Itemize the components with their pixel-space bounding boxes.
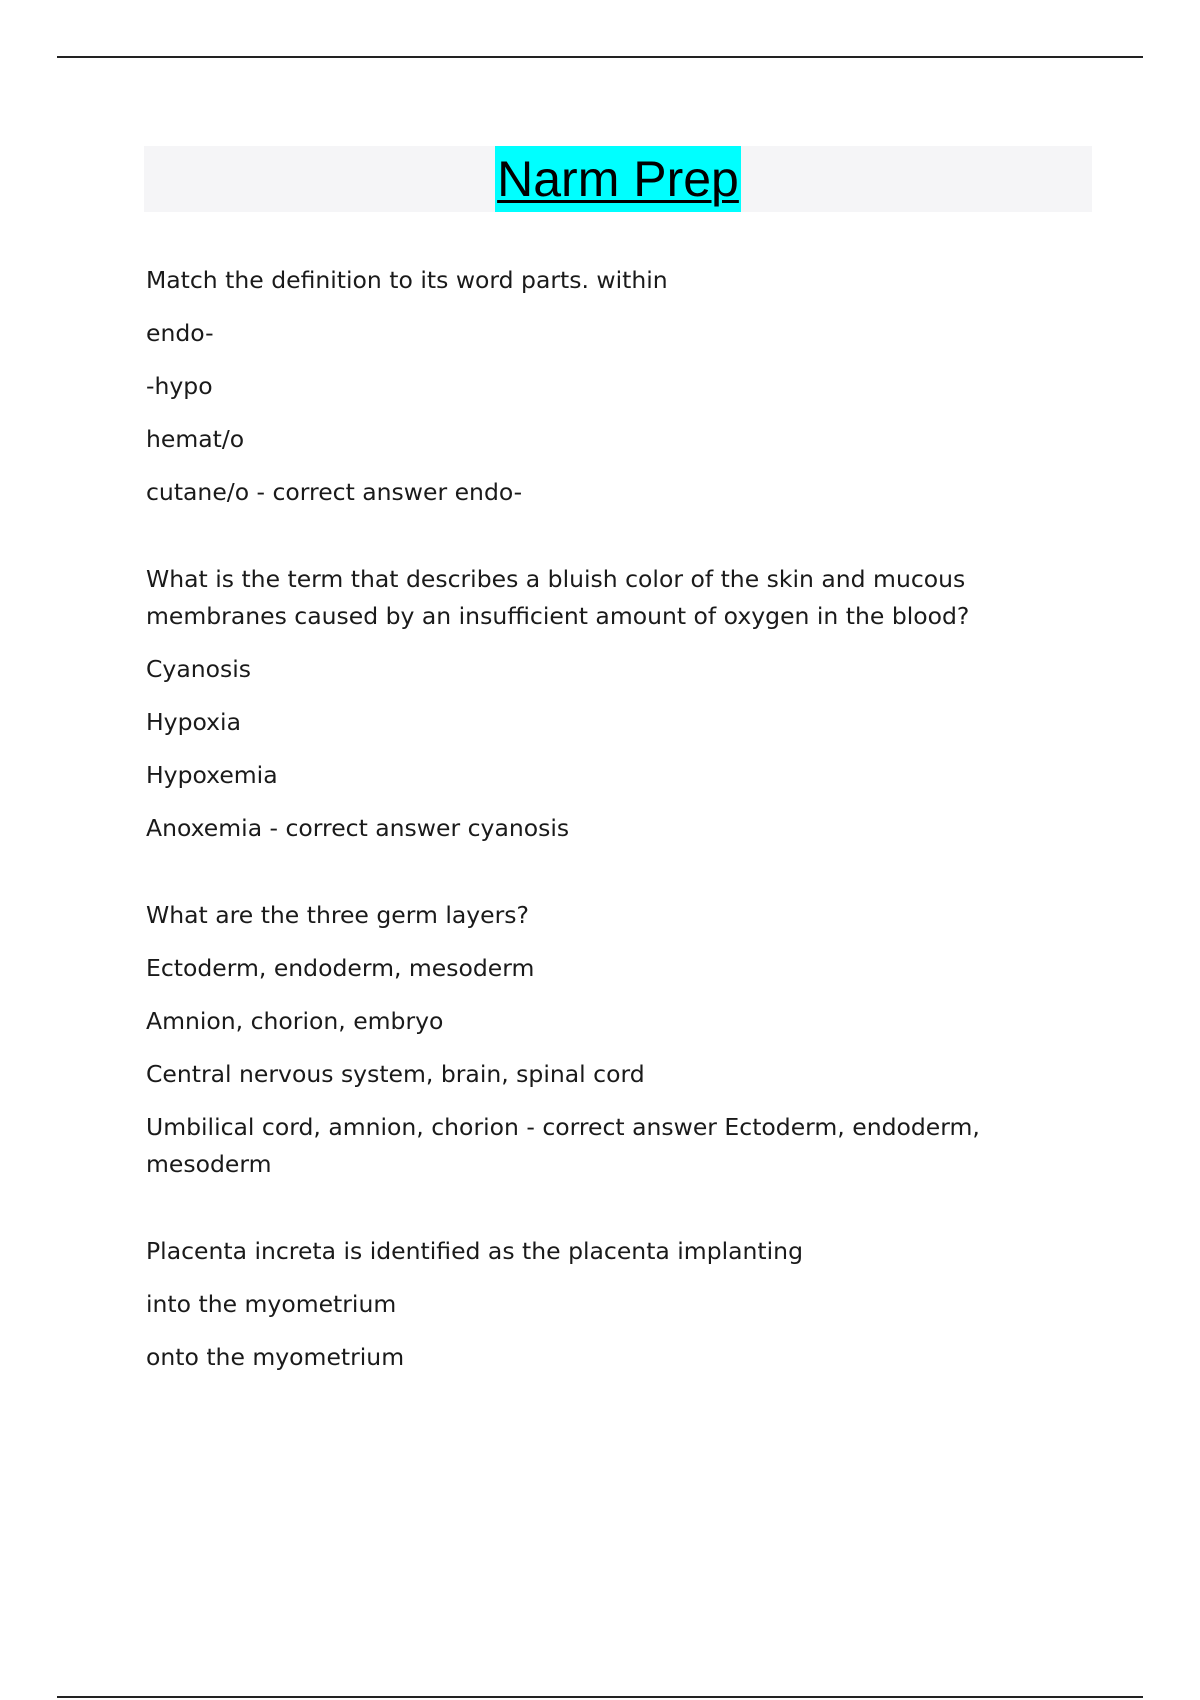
question-block [146,262,1086,511]
title-band [144,146,1092,212]
document-body [146,262,1086,1426]
question-text: Placenta increta is identified as the placenta implanting [146,1237,803,1265]
answer-option: onto the myometrium [146,1343,405,1371]
answer-option: hemat/o [146,425,245,453]
answer-option: Hypoxia [146,708,241,736]
answer-option-with-correct-answer: Anoxemia - correct answer cyanosis [146,814,570,842]
answer-option: into the myometrium [146,1290,397,1318]
answer-option: Ectoderm, endoderm, mesoderm [146,954,535,982]
page-title: Narm Prep [495,146,741,212]
header-rule [57,56,1143,58]
question-text: What are the three germ layers? [146,901,530,929]
answer-option: Amnion, chorion, embryo [146,1007,444,1035]
question-block [146,561,1086,847]
question-block [146,1233,1086,1376]
question-block [146,897,1086,1183]
answer-option: -hypo [146,372,213,400]
answer-option-with-correct-answer: cutane/o - correct answer endo- [146,478,523,506]
answer-option: endo- [146,319,214,347]
question-text: Match the definition to its word parts. within [146,266,668,294]
answer-option-with-correct-answer: Umbilical cord, amnion, chorion - correct answer Ectoderm, endoderm, mesoderm [146,1113,980,1178]
answer-option: Central nervous system, brain, spinal cord [146,1060,645,1088]
answer-option: Hypoxemia [146,761,278,789]
footer-rule [57,1696,1143,1698]
answer-option: Cyanosis [146,655,252,683]
question-text: What is the term that describes a bluish color of the skin and mucous membranes caused by an insufficient amount of oxygen in the blood? [146,565,970,630]
